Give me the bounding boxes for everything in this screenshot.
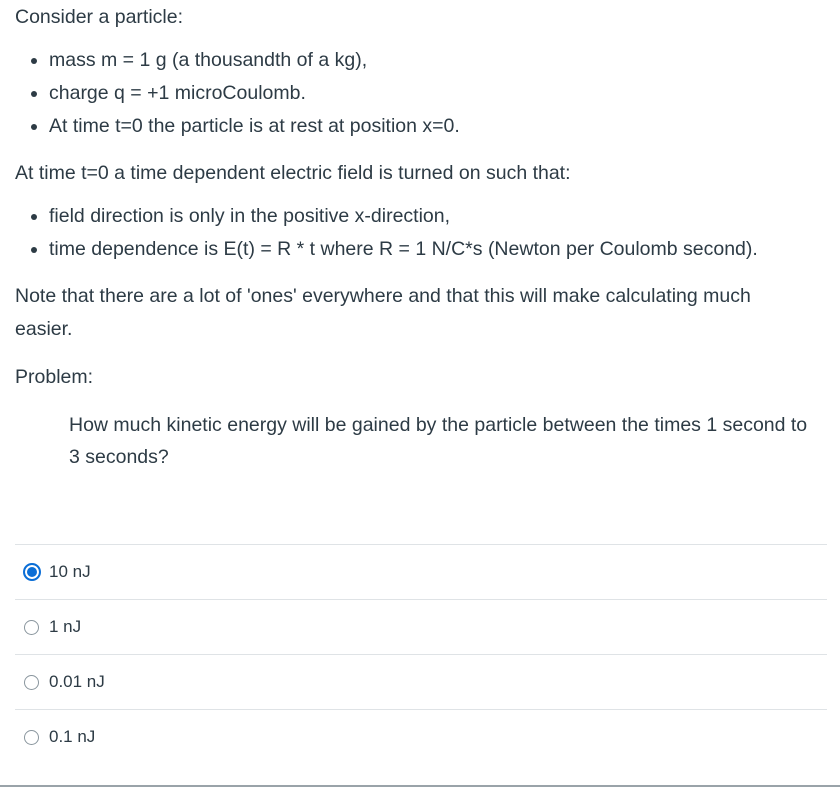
field-intro-text: At time t=0 a time dependent electric field is turned on such that: (15, 162, 571, 184)
bottom-divider (0, 785, 840, 787)
radio-selected-icon[interactable] (23, 563, 41, 581)
answer-label: 1 nJ (49, 617, 82, 636)
list-item-initial-state: • At time t=0 the particle is at rest at position x=0. (49, 110, 830, 143)
answer-options (15, 544, 827, 764)
answer-option-10nj[interactable] (15, 544, 827, 599)
radio-unselected-icon[interactable] (24, 730, 39, 745)
list-item-charge: • charge q = +1 microCoulomb. (49, 77, 830, 110)
particle-properties-list (15, 44, 830, 143)
note-text: Note that there are a lot of 'ones' everywhere and that this will make calculating much easier. (15, 285, 751, 340)
radio-unselected-icon[interactable] (24, 675, 39, 690)
problem-label: Problem: (15, 366, 94, 388)
answer-label: 10 nJ (49, 562, 91, 581)
radio-unselected-icon[interactable] (24, 620, 39, 635)
intro-text: Consider a particle: (15, 6, 183, 28)
list-item-time-dependence: • time dependence is E(t) = R * t where R = 1 N/C*s (Newton per Coulomb second). (49, 233, 830, 266)
answer-option-0-01nj[interactable] (15, 654, 827, 709)
answer-label: 0.1 nJ (49, 727, 96, 746)
question-content (15, 0, 830, 473)
answer-option-0-1nj[interactable] (15, 709, 827, 764)
answer-option-1nj[interactable] (15, 599, 827, 654)
list-item-mass: • mass m = 1 g (a thousandth of a kg), (49, 44, 830, 77)
field-properties-list (15, 200, 830, 266)
list-item-field-direction: • field direction is only in the positive x-direction, (49, 200, 830, 233)
answer-label: 0.01 nJ (49, 672, 105, 691)
question-text: How much kinetic energy will be gained by the particle between the times 1 second to 3 seconds? (69, 414, 808, 468)
